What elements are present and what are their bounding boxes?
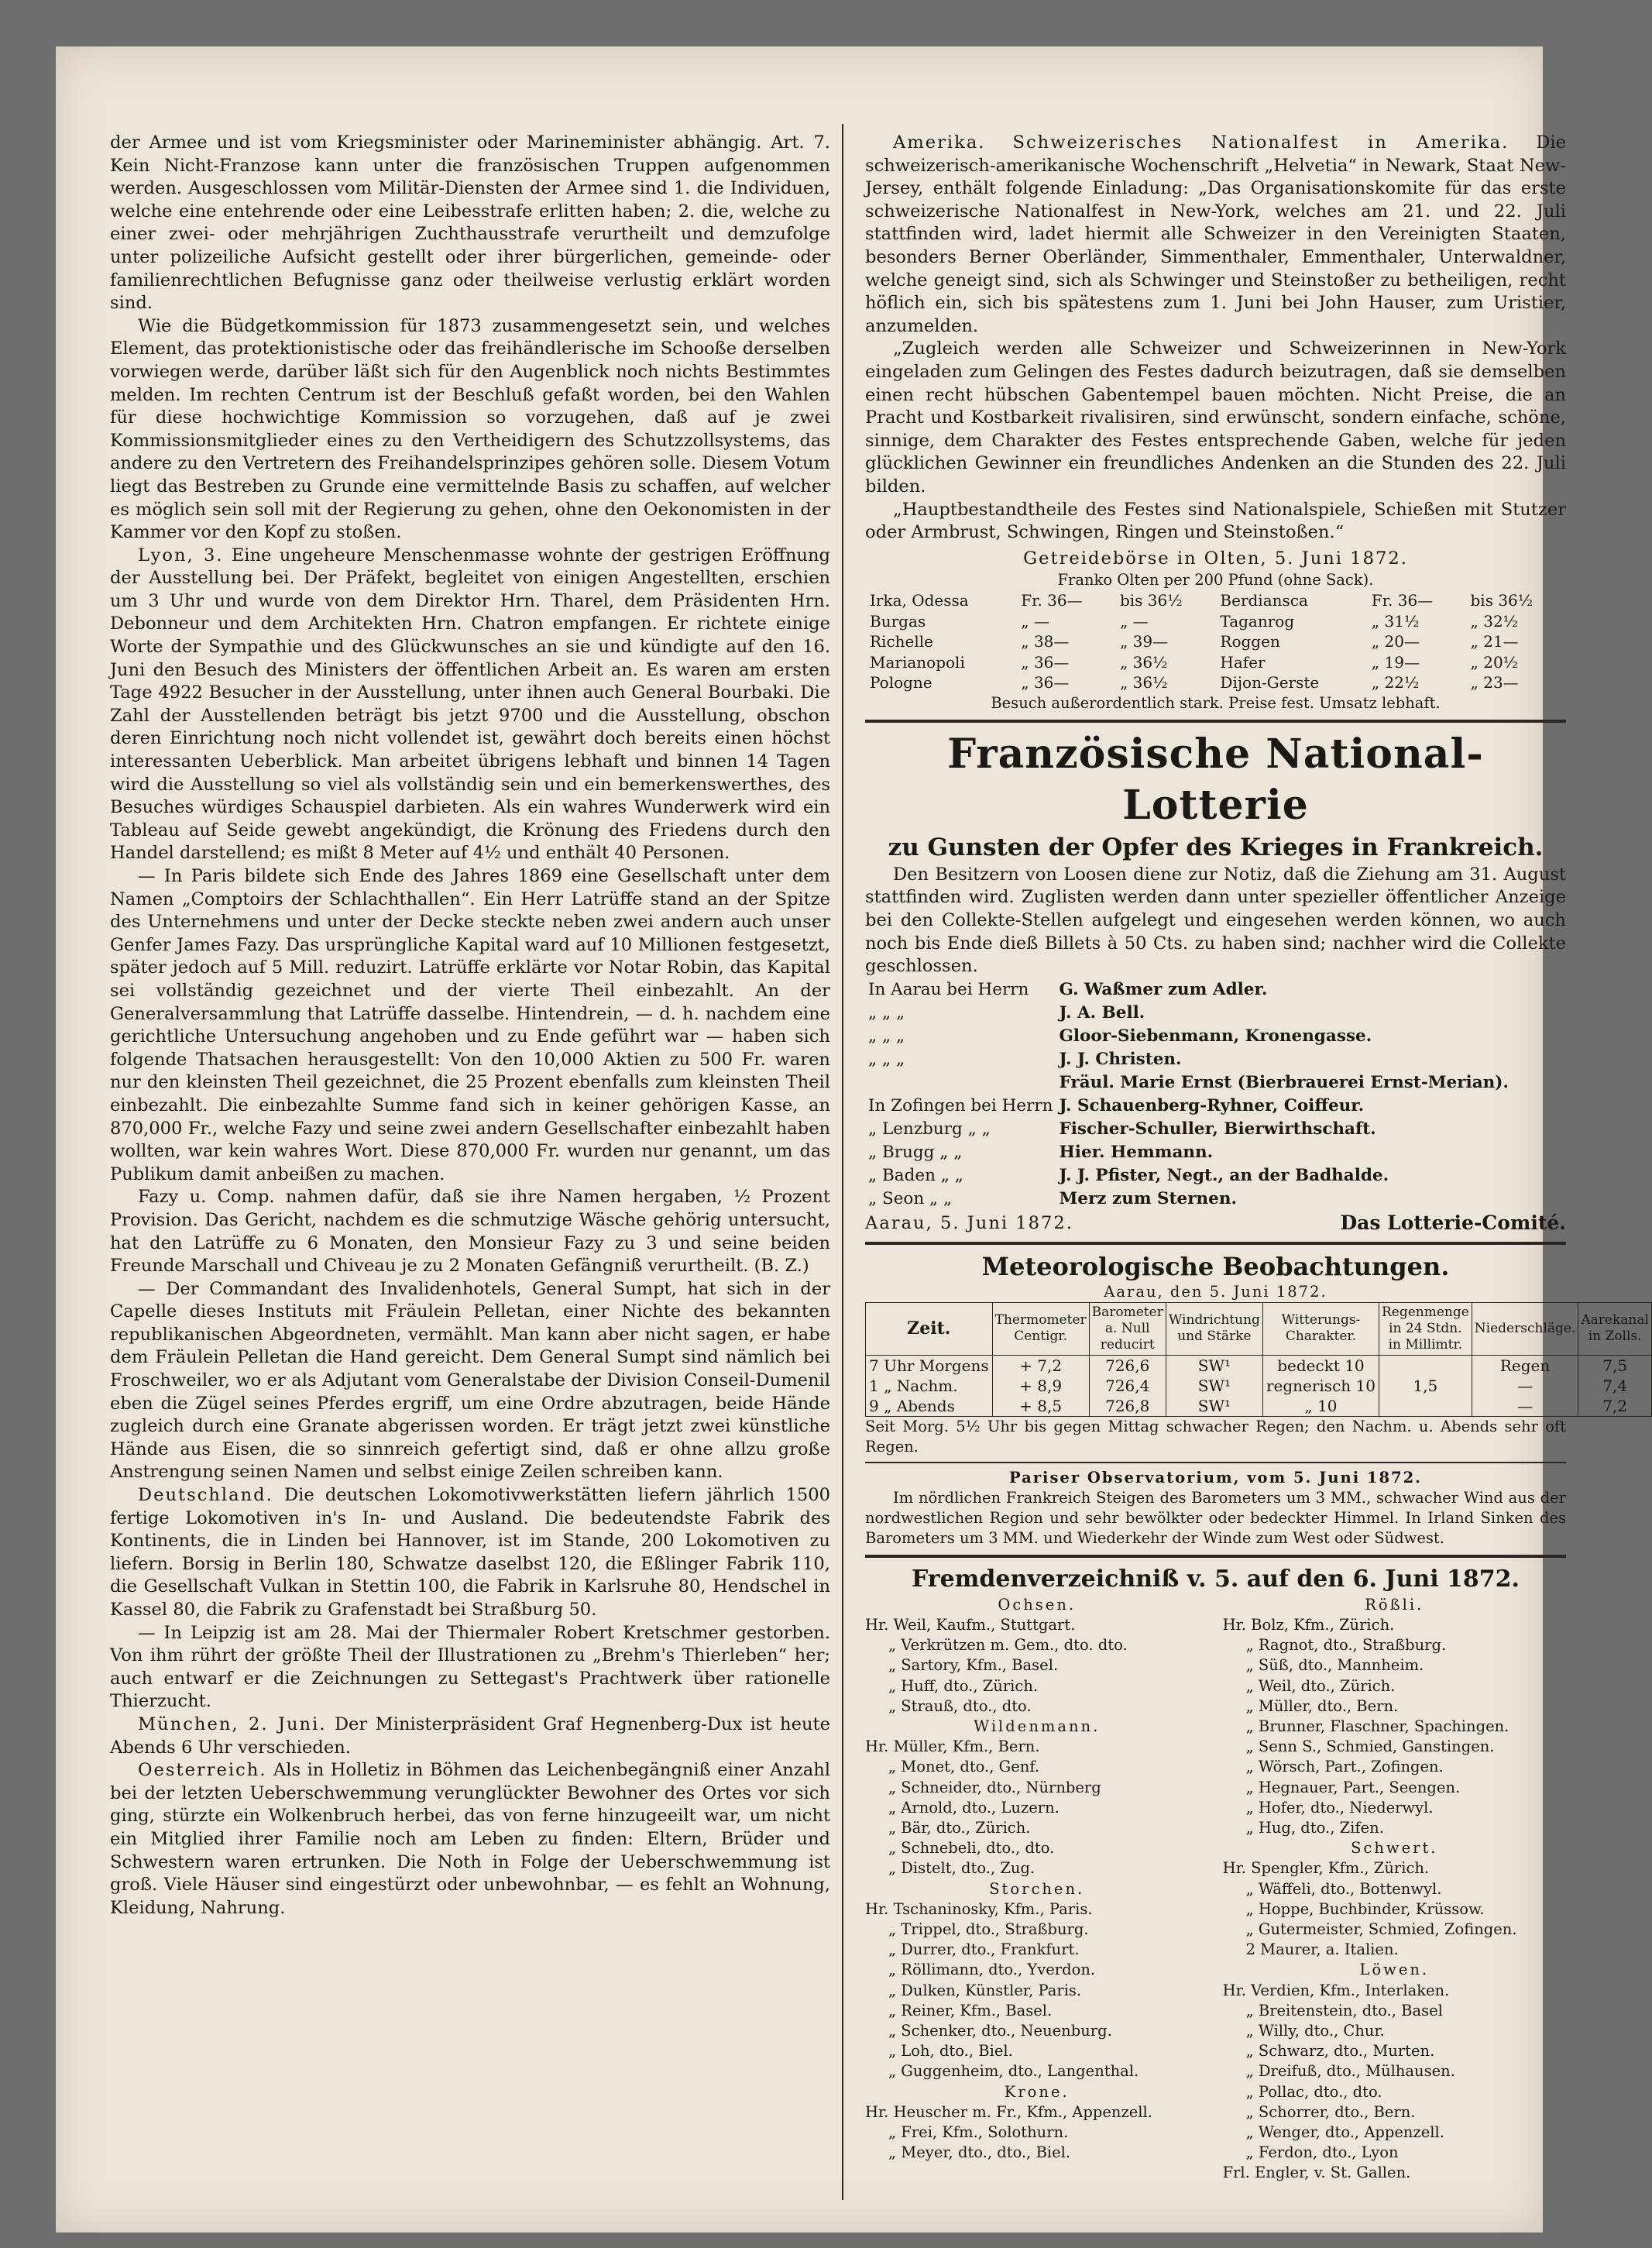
grain-cell: Berdiansca: [1220, 591, 1308, 610]
right-column: [865, 132, 1649, 2184]
guest-entry: „ Breitenstein, dto., Basel: [1245, 2001, 1443, 2019]
guest-entry: „ Schenker, dto., Neuenburg.: [888, 2022, 1112, 2040]
article-leipzig: — In Leipzig ist am 28. Mai der Thiermaler Robert Kretschmer gestorben. Von ihm rührt der größte Theil der Illustrationen zu „Brehm's Thierleben“ her; auch entwarf er die Zeichnungen zu Settegast's Prachtwerk über rationelle Thierzucht.: [110, 1622, 830, 1712]
weather-cell: 9 „ Abends: [866, 1396, 993, 1417]
grain-cell: „ 36—: [1021, 652, 1070, 672]
guest-entry: „ Pollac, dto., dto.: [1245, 2082, 1382, 2101]
grain-row: [865, 652, 1566, 673]
agent-row: [865, 1048, 1512, 1071]
article-paris-company: — In Paris bildete sich Ende des Jahres 1869 eine Gesellschaft unter dem Namen „Comptoirs der Schlachthallen“. Ein Herr Latrüffe stand an der Spitze des Unternehmens und unter der Decke steckte neben zwei andern auch unser Genfer James Fazy. Das ursprüngliche Kapital ward auf 10 Millionen festgesetzt, später jedoch auf 5 Mill. reduzirt. Latrüffe erklärte vor Notar Robin, das Kapital sei vollständig gezeichnet und der vierte Theil einbezahlt. An der Generalversammlung that Latrüffe dasselbe. Hintendrein, — d. h. nachdem eine gerichtliche Untersuchung angehoben und zu Ende geführt war — haben sich folgende Thatsachen herausgestellt: Von den 10,000 Aktien zu 500 Fr. waren nur den kleinsten Theil gezeichnet, die 25 Prozent ebenfalls zum kleinsten Theil einbezahlt. Die einbezahlte Summe fand sich in keiner gehörigen Kasse, an 870,000 Fr., welche Fazy und seine zwei andern Gesellschafter einbezahlt haben wollten, war kein wahres Wort. Diese 870,000 Fr. wurden nur genannt, um das Publikum damit anbeißen zu machen.: [110, 866, 830, 1184]
grain-cell: „ 38—: [1021, 632, 1070, 651]
guest-entry: Hr. Müller, Kfm., Bern.: [865, 1738, 1040, 1756]
article-fazy: Fazy u. Comp. nahmen dafür, daß sie ihre Namen hergaben, ½ Prozent Provision. Das Gericht, nachdem es die schmutzige Wäsche gehörig untersucht, hat den Latrüffe zu 6 Monaten, den Monsieur Fazy zu 3 und seine beiden Freunde Marschall und Chiveau je zu 2 Monaten Gefängniß verurtheilt. (B. Z.): [110, 1187, 830, 1277]
guest-entry: „ Dreifuß, dto., Mülhausen.: [1245, 2062, 1455, 2081]
article-germany: Deutschland. Die deutschen Lokomotivwerkstätten liefern jährlich 1500 fertige Lokomotiven in's In- und Ausland. Die bedeutendste Fabrik des Kontinents, die in Linden bei Hannover, ist im Stande, 200 Lokomotiven zu liefern. Borsig in Berlin 180, Schwatze daselbst 120, die Eßlinger Fabrik 110, die Gesellschaft Vulkan in Stettin 100, die Fabrik in Karlsruhe 80, Hendschel in Kassel 80, die Fabrik zu Grafenstadt bei Straßburg 50.: [110, 1485, 831, 1620]
agent-name: Fischer-Schuller, Bierwirthschaft.: [1059, 1119, 1376, 1139]
hotel-name: Rößli.: [1365, 1595, 1424, 1614]
agent-location: „ Seon „ „: [868, 1188, 953, 1208]
agent-row: [865, 1164, 1512, 1188]
article-army-continuation: der Armee und ist vom Kriegsminister oder Marineminister abhängig. Art. 7. Kein Nicht-Franzose kann unter die französischen Truppen aufgenommen werden. Ausgeschlossen vom Militär-Diensten der Armee sind 1. die Individuen, welche eine entehrende oder eine Leibesstrafe erlitten haben; 2. die, welche zu einer zwei- oder mehrjährigen Zuchthausstrafe verurtheilt und demzufolge unter polizeiliche Aufsicht gestellt oder ihrer bürgerlichen, gemeinde- oder familienrechtlichen Befugnisse ganz oder theilweise verlustig erklärt worden sind.: [110, 132, 830, 314]
guest-entry: „ Loh, dto., Biel.: [888, 2042, 1013, 2061]
grain-cell: „ 31½: [1371, 611, 1420, 631]
grain-cell: Fr. 36—: [1021, 591, 1083, 610]
grain-cell: Irka, Odessa: [870, 591, 969, 610]
weather-row: [866, 1396, 1652, 1417]
guest-entry: „ Müller, dto., Bern.: [1245, 1696, 1399, 1715]
hotel-name: Wildenmann.: [974, 1717, 1101, 1735]
agent-row: [865, 1118, 1512, 1141]
guest-entry: „ Trippel, dto., Straßburg.: [888, 1920, 1089, 1938]
guest-entry: Hr. Spengler, Kfm., Zürich.: [1222, 1859, 1430, 1878]
grain-row: [865, 611, 1566, 632]
article-america-p3: „Hauptbestandtheile des Festes sind Nationalspiele, Schießen mit Stutzer oder Armbrust, Schwingen, Ringen und Steinstoßen.“: [865, 499, 1566, 543]
lottery-agents: [865, 978, 1512, 1211]
agent-row: [865, 1002, 1512, 1025]
weather-subtitle: Aarau, den 5. Juni 1872.: [1104, 1282, 1327, 1301]
article-munich: München, 2. Juni. Der Ministerpräsident Graf Hegnenberg-Dux ist heute Abends 6 Uhr verschieden.: [110, 1713, 830, 1758]
dateline-munich: München, 2. Juni.: [138, 1713, 327, 1734]
guest-entry: „ Brunner, Flaschner, Spachingen.: [1245, 1717, 1509, 1735]
weather-cell: „ 10: [1262, 1396, 1379, 1417]
agent-location: „ „ „: [868, 1002, 905, 1023]
paris-observatory-title: Pariser Observatorium, vom 5. Juni 1872.: [1009, 1468, 1422, 1487]
weather-note: Seit Morg. 5½ Uhr bis gegen Mittag schwacher Regen; den Nachm. u. Abends sehr oft Regen.: [865, 1417, 1566, 1456]
dateline-austria: Oesterreich.: [138, 1760, 267, 1781]
guest-entry: „ Reiner, Kfm., Basel.: [888, 2001, 1053, 2019]
weather-cell: SW¹: [1166, 1396, 1262, 1417]
weather-title: Meteorologische Beobachtungen.: [981, 1251, 1450, 1281]
guest-entry: Hr. Tschaninosky, Kfm., Paris.: [865, 1899, 1093, 1918]
article-america-title: Schweizerisches Nationalfest in Amerika.: [1012, 132, 1509, 153]
guest-entry: „ Schwarz, dto., Murten.: [1245, 2042, 1435, 2061]
agent-location: „ „ „: [868, 1049, 905, 1069]
agent-name: G. Waßmer zum Adler.: [1059, 979, 1268, 999]
guest-entry: Frl. Engler, v. St. Gallen.: [1222, 2164, 1411, 2182]
grain-cell: „ 36—: [1021, 673, 1070, 693]
guest-entry: „ Wenger, dto., Appenzell.: [1245, 2123, 1444, 2142]
agent-name: Merz zum Sternen.: [1059, 1188, 1237, 1208]
weather-cell: 726,4: [1089, 1376, 1166, 1396]
guest-entry: „ Willy, dto., Chur.: [1245, 2022, 1385, 2040]
agent-location: In Aarau bei Herrn: [868, 979, 1029, 999]
grain-cell: „ 21—: [1470, 632, 1519, 651]
weather-cell: 1 „ Nachm.: [866, 1376, 993, 1396]
section-rule: [865, 1555, 1566, 1558]
guest-entry: Hr. Verdien, Kfm., Interlaken.: [1222, 1981, 1450, 1999]
hotel-name: Krone.: [1004, 2082, 1070, 2101]
guest-entry: „ Arnold, dto., Luzern.: [888, 1798, 1060, 1817]
weather-cell: SW¹: [1166, 1355, 1262, 1376]
newspaper-page: [56, 46, 1649, 2233]
weather-cell: 7,4: [1578, 1376, 1652, 1396]
agent-row: [865, 1188, 1512, 1211]
grain-exchange-title: Getreidebörse in Olten, 5. Juni 1872.: [1023, 548, 1408, 569]
article-budget-commission: Wie die Büdgetkommission für 1873 zusammengesetzt sein, und welches Element, das protektionistische oder das freihändlerische im Schooße derselben vorwiegen werde, darüber läßt sich für den Augenblick noch nichts Bestimmtes melden. Im rechten Centrum ist der Beschluß gefaßt worden, bei den Wahlen für diese hochwichtige Kommission so vorzugehen, daß auf je zwei Kommissionsmitglieder eines zu den Vertheidigern des Schutzzollsystems, das andere zu den Vertretern des Freihandelsprinzipes gehören solle. Diesem Votum liegt das Bestreben zu Grunde eine vermittelnde Basis zu schaffen, auf welcher es möglich sein soll mit der Regierung zu gehen, ohne den Oekonomisten in der Kammer vor den Kopf zu stoßen.: [110, 315, 830, 543]
article-lyon: Lyon, 3. Eine ungeheure Menschenmasse wohnte der gestrigen Eröffnung der Ausstellung bei. Der Präfekt, begleitet von einigen Angestellten, erschien um 3 Uhr und wurde von dem Direktor Hrn. Tharel, dem Präsidenten Hrn. Debonneur und dem Architekten Hrn. Chatron empfangen. Er richtete einige Worte der Sympathie und des Glückwunsches an sie und kündigte auf den 16. Juni den Besuch des Ministers der öffentlichen Arbeit an. Es waren am ersten Tage 4922 Besucher in der Ausstellung, unter ihnen auch General Bourbaki. Die Zahl der Ausstellenden beträgt bis jetzt 9700 und die Ausstellung, obschon deren Einrichtung noch nicht vollendet ist, gewährt doch bereits einen höchst interessanten Ueberblick. Man arbeitet übrigens lebhaft und binnen 14 Tagen wird die Ausstellung so viel als vollständig sein und ein bemerkenswerthes, des Besuches würdiges Schauspiel darbieten. Als ein wahres Wunderwerk wird ein Tableau auf Seide gewebt angekündigt, die Krönung des Friedens durch den Handel darstellend; es mißt 8 Meter auf 4½ und enthält 40 Personen.: [110, 545, 830, 864]
guest-list: [865, 1595, 1566, 2184]
guest-entry: „ Huff, dto., Zürich.: [888, 1676, 1039, 1695]
guest-entry: „ Hoppe, Buchbinder, Krüssow.: [1245, 1899, 1485, 1918]
agent-location: In Zofingen bei Herrn: [868, 1095, 1053, 1115]
guest-entry: Hr. Heuscher m. Fr., Kfm., Appenzell.: [865, 2102, 1152, 2121]
grain-cell: „ 32½: [1470, 611, 1519, 631]
hotel-name: Schwert.: [1351, 1839, 1438, 1858]
guest-entry: „ Hug, dto., Zifen.: [1245, 1818, 1384, 1837]
guest-entry: „ Gutermeister, Schmied, Zofingen.: [1245, 1920, 1517, 1938]
section-rule: [865, 720, 1566, 723]
weather-header: Barometer a. Null reducirt: [1089, 1302, 1166, 1355]
guest-entry: „ Bär, dto., Zürich.: [888, 1818, 1031, 1837]
grain-cell: „ 36½: [1119, 652, 1168, 672]
agent-location: „ Baden „ „: [868, 1165, 963, 1185]
grain-cell: Hafer: [1220, 652, 1266, 672]
hotel-name: Storchen.: [989, 1879, 1085, 1898]
grain-cell: Pologne: [870, 673, 932, 693]
guest-entry: „ Ragnot, dto., Straßburg.: [1245, 1636, 1447, 1655]
weather-cell: bedeckt 10: [1262, 1355, 1379, 1376]
weather-cell: —: [1472, 1376, 1578, 1396]
weather-cell: [1379, 1355, 1472, 1376]
weather-header: Witterungs-Charakter.: [1262, 1302, 1379, 1355]
agent-name: Fräul. Marie Ernst (Bierbrauerei Ernst-Merian).: [1059, 1072, 1509, 1092]
dateline-germany: Deutschland.: [138, 1485, 273, 1506]
agent-row: [865, 978, 1512, 1002]
guest-entry: „ Frei, Kfm., Solothurn.: [888, 2123, 1069, 2142]
weather-cell: regnerisch 10: [1262, 1376, 1379, 1396]
weather-header: Aarekanal in Zolls.: [1578, 1302, 1652, 1355]
dateline-america: Amerika.: [893, 132, 986, 153]
grain-cell: Richelle: [870, 632, 934, 651]
agent-location: „ „ „: [868, 1026, 905, 1046]
weather-row: [866, 1376, 1652, 1396]
grain-price-table: [865, 590, 1566, 693]
article-america-p2: „Zugleich werden alle Schweizer und Schweizerinnen in New-York eingeladen zum Gelingen des Festes dadurch beizutragen, daß sie demselben einen recht hübschen Gabentempel bauen möchten. Nicht Preise, die an Pracht und Kostbarkeit rivalisiren, sind erwünscht, sondern einfache, schöne, sinnige, dem Charakter des Festes entsprechende Gaben, welche für jeden glücklichen Gewinner ein freundliches Andenken an die Stunden des 22. Juli bilden.: [865, 339, 1566, 497]
lottery-date: Aarau, 5. Juni 1872.: [865, 1212, 1073, 1233]
hotel-name: Ochsen.: [998, 1595, 1077, 1614]
agent-location: „ Brugg „ „: [868, 1142, 963, 1162]
guest-entry: „ Strauß, dto., dto.: [888, 1696, 1032, 1715]
guest-entry: „ Schneider, dto., Nürnberg: [888, 1778, 1101, 1796]
guest-entry: „ Wörsch, Part., Zofingen.: [1245, 1758, 1444, 1776]
agent-name: Gloor-Siebenmann, Kronengasse.: [1059, 1026, 1372, 1046]
guest-entry: „ Hegnauer, Part., Seengen.: [1245, 1778, 1461, 1796]
agent-location: „ Lenzburg „ „: [868, 1119, 991, 1139]
grain-exchange-subtitle: Franko Olten per 200 Pfund (ohne Sack).: [1057, 571, 1374, 589]
weather-cell: 726,8: [1089, 1396, 1166, 1417]
grain-row: [865, 631, 1566, 652]
weather-cell: 7,5: [1578, 1355, 1652, 1376]
guest-list-title: Fremdenverzeichniß v. 5. auf den 6. Juni 1872.: [912, 1565, 1520, 1593]
guest-entry: „ Hofer, dto., Niederwyl.: [1245, 1798, 1434, 1817]
guest-entry: „ Senn S., Schmied, Ganstingen.: [1245, 1738, 1495, 1756]
grain-row: [865, 672, 1566, 693]
guest-list-column-2: [1223, 1595, 1566, 2184]
article-america: Amerika. Schweizerisches Nationalfest in Amerika. Die schweizerisch-amerikanische Wochenschrift „Helvetia“ in Newark, Staat New-Jersey, enthält folgende Einladung: „Das Organisationskomite für das erste schweizerische Nationalfest in New-York, welches am 21. und 22. Juli stattfinden wird, ladet hiermit alle Schweizer in den Vereinigten Staaten, besonders Berner Oberländer, Simmenthaler, Emmenthaler, Unterwaldner, welche geneigt sind, sich als Schwinger und Steinstoßer zu betheiligen, recht höflich ein, sich bis spätestens zum 1. Juni bei John Hauser, zum Uristier, anzumelden.: [865, 132, 1567, 336]
lottery-signature: Das Lotterie-Comité.: [1340, 1211, 1566, 1234]
guest-entry: „ Ferdon, dto., Lyon: [1245, 2143, 1399, 2162]
dateline-lyon: Lyon, 3.: [138, 545, 224, 565]
paris-observatory-report: Im nördlichen Frankreich Steigen des Barometers um 3 MM., schwacher Wind aus der nordwestlichen Region und sehr bewölkter oder bedeckter Himmel. In Irland Sinken des Barometers um 3 MM. und Wiederkehr der Winde zum West oder Südwest.: [865, 1488, 1566, 1547]
agent-location: [865, 1071, 1056, 1095]
guest-entry: „ Schorrer, dto., Bern.: [1245, 2102, 1416, 2121]
weather-cell: 7,2: [1578, 1396, 1652, 1417]
guest-entry: „ Guggenheim, dto., Langenthal.: [888, 2062, 1139, 2081]
weather-header: Regenmenge in 24 Stdn. in Millimtr.: [1379, 1302, 1472, 1355]
agent-row: [865, 1095, 1512, 1118]
guest-entry: „ Weil, dto., Zürich.: [1245, 1676, 1396, 1695]
lottery-subtitle: zu Gunsten der Opfer des Krieges in Frankreich.: [888, 833, 1544, 861]
grain-cell: bis 36½: [1119, 591, 1183, 610]
agent-row: [865, 1071, 1512, 1095]
lottery-title: Französische National-Lotterie: [947, 730, 1484, 829]
grain-cell: Marianopoli: [870, 652, 965, 672]
agent-name: J. J. Pfister, Negt., an der Badhalde.: [1059, 1165, 1389, 1185]
grain-cell: „ 20—: [1371, 632, 1420, 651]
grain-cell: „ —: [1119, 611, 1149, 631]
article-general-sumpt: — Der Commandant des Invalidenhotels, General Sumpt, hat sich in der Capelle dieses Instituts mit Fräulein Pelletan, einer Nichte des bekannten republikanischen Abgeordneten, vermählt. Man kann aber nicht sagen, er habe dem Fräulein Pelletan die Hand gereicht. Dem General Sumpt sind nämlich bei Froschweiler, wo er als Adjutant vom Generalstabe der Division Conseil-Dumenil eben die Zügel seines Pferdes ergriff, um eine Ordre abzutragen, beide Hände zugleich durch eine Granate abgerissen worden. Er trägt jetzt zwei künstliche Hände aus Eisen, die so sinnreich gefertigt sind, daß er ohne allzu große Anstrengung seinen Namen und selbst einige Zeilen schreiben kann.: [110, 1278, 830, 1483]
column-divider: [842, 124, 843, 2200]
weather-table: [865, 1302, 1652, 1417]
article-austria: Oesterreich. Als in Holletiz in Böhmen das Leichenbegängniß einer Anzahl bei der letzten Ueberschwemmung verunglückter Bewohner des Ortes vor sich ging, stürzte ein Wolkenbruch herbei, das von ferne hinzugeeilt war, um nicht ein Mitglied ihrer Familie noch am Leben zu finden: Eltern, Brüder und Schwestern waren ertrunken. Die Noth in Folge der Ueberschwemmung ist groß. Viele Häuser sind eingestürzt oder unbewohnbar, — es fehlt an Wohnung, Kleidung, Nahrung.: [110, 1760, 830, 1918]
weather-header: Zeit.: [866, 1302, 993, 1355]
grain-cell: Dijon-Gerste: [1220, 673, 1320, 693]
grain-cell: „ 36½: [1119, 673, 1168, 693]
guest-entry: „ Meyer, dto., dto., Biel.: [888, 2143, 1071, 2162]
weather-cell: 726,6: [1089, 1355, 1166, 1376]
grain-cell: „ —: [1021, 611, 1049, 631]
grain-cell: Fr. 36—: [1371, 591, 1434, 610]
lottery-footer: [865, 1211, 1566, 1236]
grain-cell: „ 19—: [1371, 652, 1420, 672]
grain-cell: Burgas: [870, 611, 926, 631]
weather-cell: + 8,9: [992, 1376, 1089, 1396]
grain-cell: bis 36½: [1470, 591, 1534, 610]
guest-list-column-1: [865, 1595, 1208, 2184]
weather-cell: + 8,5: [992, 1396, 1089, 1417]
agent-row: [865, 1025, 1512, 1048]
grain-cell: „ 23—: [1470, 673, 1519, 693]
section-rule: [865, 1242, 1566, 1245]
weather-cell: SW¹: [1166, 1376, 1262, 1396]
grain-cell: Roggen: [1220, 632, 1280, 651]
guest-entry: „ Durrer, dto., Frankfurt.: [888, 1940, 1080, 1959]
weather-cell: 1,5: [1379, 1376, 1472, 1396]
weather-cell: [1379, 1396, 1472, 1417]
weather-cell: + 7,2: [992, 1355, 1089, 1376]
grain-cell: „ 20½: [1470, 652, 1519, 672]
weather-header: Windrichtung und Stärke: [1166, 1302, 1262, 1355]
guest-entry: Hr. Bolz, Kfm., Zürich.: [1222, 1615, 1395, 1634]
guest-entry: „ Wäffeli, dto., Bottenwyl.: [1245, 1879, 1442, 1898]
guest-entry: 2 Maurer, a. Italien.: [1245, 1940, 1399, 1959]
grain-exchange-note: Besuch außerordentlich stark. Preise fest. Umsatz lebhaft.: [991, 693, 1441, 712]
grain-row: [865, 590, 1566, 611]
hotel-name: Löwen.: [1359, 1961, 1430, 1979]
weather-cell: —: [1472, 1396, 1578, 1417]
grain-cell: „ 39—: [1119, 632, 1169, 651]
grain-cell: „ 22½: [1371, 673, 1420, 693]
agent-row: [865, 1141, 1512, 1164]
section-rule: [865, 1462, 1566, 1463]
agent-name: J. A. Bell.: [1059, 1002, 1145, 1023]
grain-cell: Taganrog: [1220, 611, 1295, 631]
guest-entry: „ Verkrützen m. Gem., dto. dto.: [888, 1636, 1128, 1655]
agent-name: J. J. Christen.: [1059, 1049, 1182, 1069]
weather-header: Thermometer Centigr.: [992, 1302, 1089, 1355]
weather-row: [866, 1355, 1652, 1376]
guest-entry: „ Distelt, dto., Zug.: [888, 1859, 1036, 1878]
weather-cell: Regen: [1472, 1355, 1578, 1376]
agent-name: Hier. Hemmann.: [1059, 1142, 1214, 1162]
weather-cell: 7 Uhr Morgens: [866, 1355, 993, 1376]
weather-header: Niederschläge.: [1472, 1302, 1578, 1355]
guest-entry: „ Süß, dto., Mannheim.: [1245, 1656, 1424, 1675]
lottery-notice: Den Besitzern von Loosen diene zur Notiz, daß die Ziehung am 31. August stattfinden wird. Zuglisten werden dann unter spezieller öffentlicher Anzeige bei den Collekte-Stellen aufgelegt und eingesehen werden können, wo auch noch bis Ende dieß Billets à 50 Cts. zu haben sind; nachher wird die Collekte geschlossen.: [865, 864, 1566, 977]
guest-entry: „ Monet, dto., Genf.: [888, 1758, 1040, 1776]
agent-name: J. Schauenberg-Ryhner, Coiffeur.: [1059, 1095, 1365, 1115]
guest-entry: „ Röllimann, dto., Yverdon.: [888, 1961, 1096, 1979]
guest-entry: „ Sartory, Kfm., Basel.: [888, 1656, 1059, 1675]
guest-entry: „ Schnebeli, dto., dto.: [888, 1839, 1055, 1858]
guest-entry: „ Dulken, Künstler, Paris.: [888, 1981, 1082, 1999]
guest-entry: Hr. Weil, Kaufm., Stuttgart.: [865, 1615, 1076, 1634]
left-column: [110, 132, 830, 1920]
